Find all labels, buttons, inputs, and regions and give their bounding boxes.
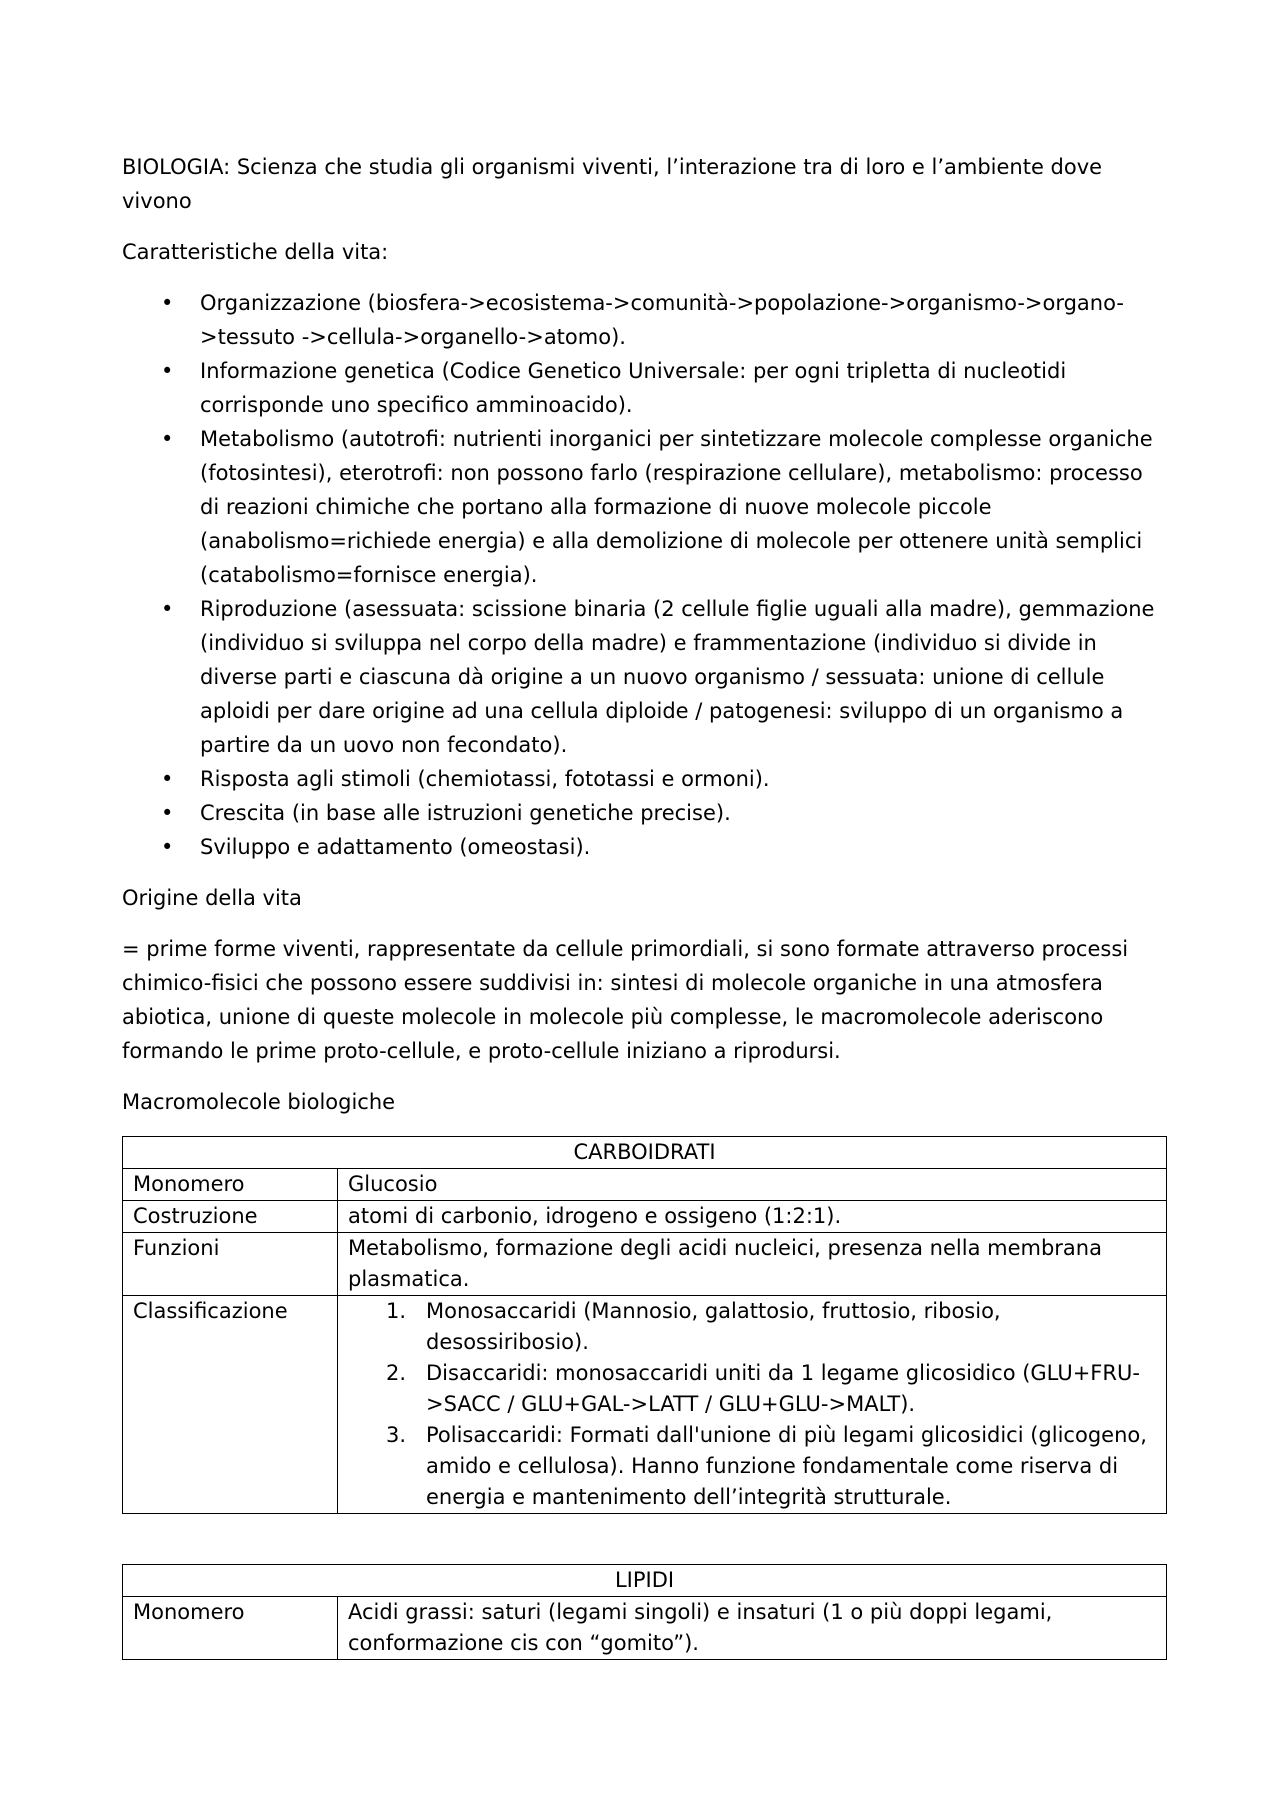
bullet-icon: • (161, 801, 174, 825)
characteristics-title: Caratteristiche della vita: (122, 240, 389, 264)
list-item (348, 1296, 1156, 1358)
list-item-text: Organizzazione (biosfera->ecosistema->comunità->popolazione->organismo->organo->tessuto ->cellula->organello->atomo). (200, 291, 1124, 349)
table-header-row (123, 1565, 1167, 1597)
table-row (123, 1597, 1167, 1660)
row-label: Funzioni (123, 1233, 338, 1296)
list-item (122, 422, 1167, 592)
list-number: 3. (386, 1423, 407, 1447)
table-header: LIPIDI (123, 1565, 1167, 1597)
list-item-text: Riproduzione (asessuata: scissione binaria (2 cellule figlie uguali alla madre), gemmazione (individuo si sviluppa nel corpo della madre) e frammentazione (individuo si divide in diverse parti e ciascuna dà origine a un nuovo organismo / sessuata: unione di cellule aploidi per dare origine ad una cellula diploide / patogenesi: sviluppo di un organismo a partire da un uovo non fecondato). (200, 597, 1155, 757)
row-label: Monomero (123, 1597, 338, 1660)
list-item-text: Risposta agli stimoli (chemiotassi, fototassi e ormoni). (200, 767, 770, 791)
list-number: 2. (386, 1361, 407, 1385)
origin-title: Origine della vita (122, 886, 302, 910)
list-item (348, 1358, 1156, 1420)
list-item (348, 1420, 1156, 1513)
bullet-icon: • (161, 767, 174, 791)
list-item (122, 286, 1167, 354)
list-item (122, 796, 1167, 830)
bullet-icon: • (161, 291, 174, 315)
bullet-icon: • (161, 359, 174, 383)
carbohydrates-table (122, 1136, 1167, 1514)
table-header: CARBOIDRATI (123, 1137, 1167, 1169)
row-value: Acidi grassi: saturi (legami singoli) e insaturi (1 o più doppi legami, conformazione cis con “gomito”). (338, 1597, 1167, 1660)
macromolecules-title: Macromolecole biologiche (122, 1090, 396, 1114)
row-value: atomi di carbonio, idrogeno e ossigeno (1:2:1). (338, 1201, 1167, 1233)
list-item (122, 592, 1167, 762)
lipids-table (122, 1564, 1167, 1660)
table-row (123, 1233, 1167, 1296)
list-item-text: Monosaccaridi (Mannosio, galattosio, fruttosio, ribosio, desossiribosio). (426, 1299, 1001, 1354)
origin-text: = prime forme viventi, rappresentate da cellule primordiali, si sono formate attraverso processi chimico-fisici che possono essere suddivisi in: sintesi di molecole organiche in una atmosfera abiotica, unione di queste molecole in molecole più complesse, le macromolecole aderiscono formando le prime proto-cellule, e proto-cellule iniziano a riprodursi. (122, 937, 1129, 1063)
table-header-row (123, 1137, 1167, 1169)
row-value: Metabolismo, formazione degli acidi nucleici, presenza nella membrana plasmatica. (338, 1233, 1167, 1296)
list-item-text: Disaccaridi: monosaccaridi uniti da 1 legame glicosidico (GLU+FRU->SACC / GLU+GAL->LATT / GLU+GLU->MALT). (426, 1361, 1140, 1416)
row-value: Glucosio (338, 1169, 1167, 1201)
row-label: Classificazione (123, 1296, 338, 1514)
bullet-icon: • (161, 427, 174, 451)
table-row (123, 1201, 1167, 1233)
classification-list (348, 1296, 1156, 1513)
row-label: Monomero (123, 1169, 338, 1201)
document-page (122, 150, 1167, 1660)
list-item (122, 830, 1167, 864)
list-item-text: Crescita (in base alle istruzioni genetiche precise). (200, 801, 731, 825)
characteristics-list (122, 286, 1167, 864)
list-item (122, 762, 1167, 796)
list-item (122, 354, 1167, 422)
bullet-icon: • (161, 597, 174, 621)
row-value (338, 1296, 1167, 1514)
list-item-text: Sviluppo e adattamento (omeostasi). (200, 835, 591, 859)
list-item-text: Informazione genetica (Codice Genetico Universale: per ogni tripletta di nucleotidi corrisponde uno specifico amminoacido). (200, 359, 1067, 417)
list-item-text: Polisaccaridi: Formati dall'unione di più legami glicosidici (glicogeno, amido e cellulosa). Hanno funzione fondamentale come riserva di energia e mantenimento dell’integrità strutturale. (426, 1423, 1147, 1509)
table-row (123, 1169, 1167, 1201)
biology-definition: BIOLOGIA: Scienza che studia gli organismi viventi, l’interazione tra di loro e l’ambiente dove vivono (122, 155, 1103, 213)
row-label: Costruzione (123, 1201, 338, 1233)
list-item-text: Metabolismo (autotrofi: nutrienti inorganici per sintetizzare molecole complesse organiche (fotosintesi), eterotrofi: non possono farlo (respirazione cellulare), metabolismo: processo di reazioni chimiche che portano alla formazione di nuove molecole piccole (anabolismo=richiede energia) e alla demolizione di molecole per ottenere unità semplici (catabolismo=fornisce energia). (200, 427, 1153, 587)
table-row (123, 1296, 1167, 1514)
bullet-icon: • (161, 835, 174, 859)
table-spacer (122, 1514, 1167, 1564)
list-number: 1. (386, 1299, 407, 1323)
